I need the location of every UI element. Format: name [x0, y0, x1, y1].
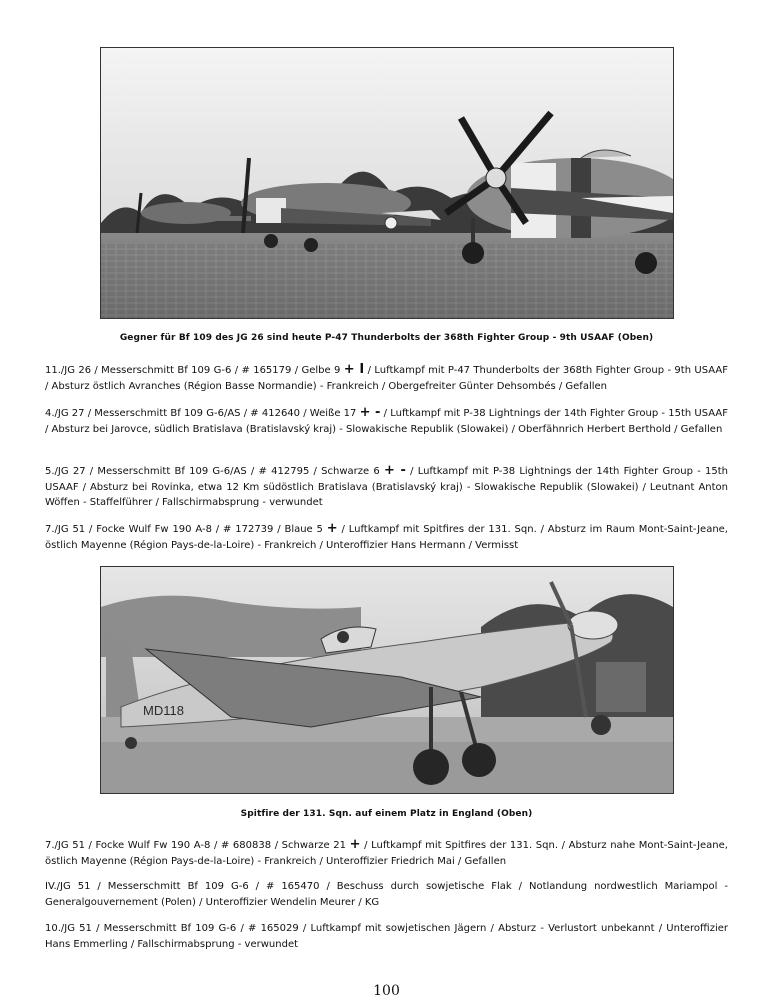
photo-spitfire: [100, 566, 674, 794]
entry-text: 4./JG 27 / Messerschmitt Bf 109 G-6/AS / # 412640 / Weiße 17: [45, 408, 357, 419]
loss-entry: [45, 521, 728, 553]
loss-entry: [45, 879, 728, 910]
loss-entry: [45, 463, 728, 511]
entry-text: / Luftkampf mit Spitfires der 131. Sqn. / Absturz nahe Mont-Saint-Jeane, östlich Mayenne (Région Pays-de-la-Loire) - Frankreich / Unteroffizier Friedrich Mai / Gefallen: [45, 840, 728, 867]
aircraft-marking: MD118: [143, 703, 184, 718]
loss-symbol: + -: [383, 463, 406, 478]
entry-text: IV./JG 51 / Messerschmitt Bf 109 G-6 / # 165470 / Beschuss durch sowjetische Flak / Notlandung nordwestlich Mariampol - Generalgouvernement (Polen) / Unteroffizier Wendelin Meurer / KG: [45, 881, 728, 908]
entry-text: / Luftkampf mit P-38 Lightnings der 14th Fighter Group - 15th USAAF / Absturz bei Jarovce, südlich Bratislava (Bratislavský kraj) - Slowakische Republik (Slowakei) / Oberfähnrich Herbert Berthold / Gefallen: [45, 408, 728, 435]
entry-text: 10./JG 51 / Messerschmitt Bf 109 G-6 / # 165029 / Luftkampf mit sowjetischen Jägern / Absturz - Verlustort unbekannt / Unteroffizier Hans Emmerling / Fallschirmabsprung - verwundet: [45, 923, 728, 950]
photo-p47-thunderbolts: [100, 47, 674, 319]
page-number: 100: [373, 983, 400, 999]
photo-caption: Spitfire der 131. Sqn. auf einem Platz in England (Oben): [240, 809, 533, 819]
entry-text: / Luftkampf mit P-47 Thunderbolts der 368th Fighter Group - 9th USAAF / Absturz östlich Avranches (Région Basse Normandie) - Frankreich / Obergefreiter Günter Dehsombés / Gefallen: [45, 365, 728, 392]
entry-text: 11./JG 26 / Messerschmitt Bf 109 G-6 / # 165179 / Gelbe 9: [45, 365, 341, 376]
loss-symbol: +: [326, 521, 338, 536]
entry-text: 7./JG 51 / Focke Wulf Fw 190 A-8 / # 172739 / Blaue 5: [45, 524, 323, 535]
loss-symbol: + -: [359, 405, 381, 420]
loss-symbol: + I: [343, 362, 365, 377]
photo-caption: Gegner für Bf 109 des JG 26 sind heute P-47 Thunderbolts der 368th Fighter Group - 9th USAAF (Oben): [119, 333, 654, 343]
entry-text: 5./JG 27 / Messerschmitt Bf 109 G-6/AS / # 412795 / Schwarze 6: [45, 466, 380, 477]
loss-entry: [45, 405, 728, 437]
loss-entry: [45, 921, 728, 952]
entry-text: / Luftkampf mit Spitfires der 131. Sqn. / Absturz im Raum Mont-Saint-Jeane, östlich Mayenne (Région Pays-de-la-Loire) - Frankreich / Unteroffizier Hans Hermann / Vermisst: [45, 524, 728, 551]
entry-text: / Luftkampf mit P-38 Lightnings der 14th Fighter Group - 15th USAAF / Absturz bei Rovinka, etwa 12 Km südöstlich Bratislava (Bratislavský kraj) - Slowakische Republik (Slowakei) / Leutnant Anton Wöffen - Staffelführer / Fallschirmabsprung - verwundet: [45, 466, 728, 508]
entry-text: 7./JG 51 / Focke Wulf Fw 190 A-8 / # 680838 / Schwarze 21: [45, 840, 347, 851]
loss-entry: [45, 362, 728, 394]
loss-symbol: +: [349, 837, 361, 852]
loss-entry: [45, 837, 728, 869]
